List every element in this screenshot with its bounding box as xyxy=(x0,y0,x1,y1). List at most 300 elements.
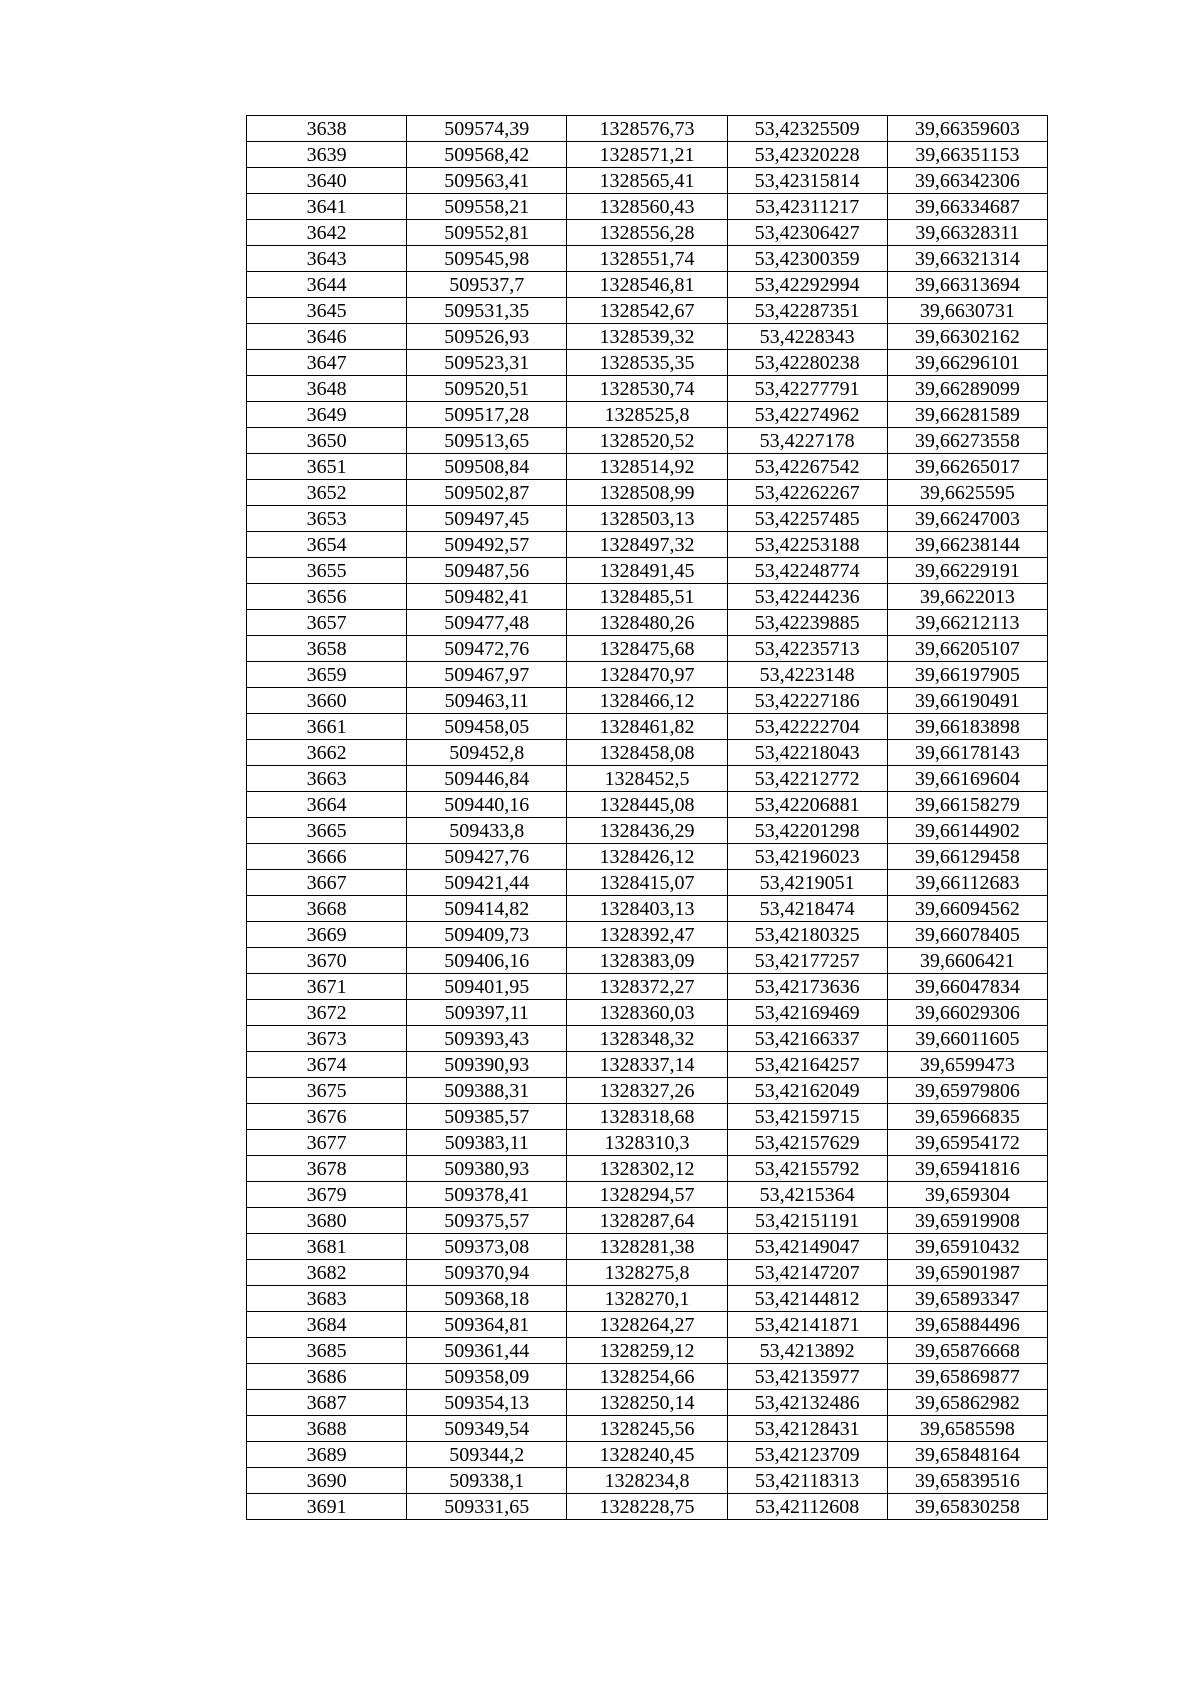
longitude-cell: 39,65979806 xyxy=(887,1078,1047,1104)
y-coordinate-cell: 1328491,45 xyxy=(567,558,727,584)
x-coordinate-cell: 509497,45 xyxy=(407,506,567,532)
point-number-cell: 3650 xyxy=(247,428,407,454)
y-coordinate-cell: 1328360,03 xyxy=(567,1000,727,1026)
point-number-cell: 3688 xyxy=(247,1416,407,1442)
point-number-cell: 3653 xyxy=(247,506,407,532)
x-coordinate-cell: 509361,44 xyxy=(407,1338,567,1364)
longitude-cell: 39,65919908 xyxy=(887,1208,1047,1234)
x-coordinate-cell: 509463,11 xyxy=(407,688,567,714)
longitude-cell: 39,66334687 xyxy=(887,194,1047,220)
y-coordinate-cell: 1328264,27 xyxy=(567,1312,727,1338)
latitude-cell: 53,42244236 xyxy=(727,584,887,610)
point-number-cell: 3686 xyxy=(247,1364,407,1390)
coordinates-table xyxy=(246,115,1048,1520)
x-coordinate-cell: 509385,57 xyxy=(407,1104,567,1130)
point-number-cell: 3638 xyxy=(247,116,407,142)
y-coordinate-cell: 1328503,13 xyxy=(567,506,727,532)
latitude-cell: 53,42169469 xyxy=(727,1000,887,1026)
point-number-cell: 3665 xyxy=(247,818,407,844)
longitude-cell: 39,66212113 xyxy=(887,610,1047,636)
table-row xyxy=(247,1468,1048,1494)
x-coordinate-cell: 509492,57 xyxy=(407,532,567,558)
latitude-cell: 53,4223148 xyxy=(727,662,887,688)
x-coordinate-cell: 509358,09 xyxy=(407,1364,567,1390)
x-coordinate-cell: 509338,1 xyxy=(407,1468,567,1494)
longitude-cell: 39,66313694 xyxy=(887,272,1047,298)
latitude-cell: 53,42166337 xyxy=(727,1026,887,1052)
point-number-cell: 3655 xyxy=(247,558,407,584)
y-coordinate-cell: 1328539,32 xyxy=(567,324,727,350)
longitude-cell: 39,65876668 xyxy=(887,1338,1047,1364)
longitude-cell: 39,66158279 xyxy=(887,792,1047,818)
y-coordinate-cell: 1328571,21 xyxy=(567,142,727,168)
latitude-cell: 53,42274962 xyxy=(727,402,887,428)
longitude-cell: 39,65901987 xyxy=(887,1260,1047,1286)
longitude-cell: 39,65862982 xyxy=(887,1390,1047,1416)
longitude-cell: 39,6585598 xyxy=(887,1416,1047,1442)
table-row xyxy=(247,1000,1048,1026)
longitude-cell: 39,65848164 xyxy=(887,1442,1047,1468)
longitude-cell: 39,66011605 xyxy=(887,1026,1047,1052)
latitude-cell: 53,42222704 xyxy=(727,714,887,740)
longitude-cell: 39,66238144 xyxy=(887,532,1047,558)
latitude-cell: 53,42135977 xyxy=(727,1364,887,1390)
longitude-cell: 39,66129458 xyxy=(887,844,1047,870)
table-row xyxy=(247,272,1048,298)
point-number-cell: 3676 xyxy=(247,1104,407,1130)
table-row xyxy=(247,376,1048,402)
longitude-cell: 39,66321314 xyxy=(887,246,1047,272)
table-row xyxy=(247,1338,1048,1364)
point-number-cell: 3649 xyxy=(247,402,407,428)
y-coordinate-cell: 1328426,12 xyxy=(567,844,727,870)
latitude-cell: 53,42325509 xyxy=(727,116,887,142)
table-row xyxy=(247,506,1048,532)
latitude-cell: 53,4213892 xyxy=(727,1338,887,1364)
x-coordinate-cell: 509508,84 xyxy=(407,454,567,480)
point-number-cell: 3641 xyxy=(247,194,407,220)
longitude-cell: 39,66144902 xyxy=(887,818,1047,844)
latitude-cell: 53,42112608 xyxy=(727,1494,887,1520)
longitude-cell: 39,66281589 xyxy=(887,402,1047,428)
x-coordinate-cell: 509344,2 xyxy=(407,1442,567,1468)
x-coordinate-cell: 509370,94 xyxy=(407,1260,567,1286)
y-coordinate-cell: 1328254,66 xyxy=(567,1364,727,1390)
table-row xyxy=(247,922,1048,948)
longitude-cell: 39,66247003 xyxy=(887,506,1047,532)
longitude-cell: 39,66112683 xyxy=(887,870,1047,896)
latitude-cell: 53,42292994 xyxy=(727,272,887,298)
x-coordinate-cell: 509375,57 xyxy=(407,1208,567,1234)
point-number-cell: 3658 xyxy=(247,636,407,662)
table-row xyxy=(247,116,1048,142)
longitude-cell: 39,66047834 xyxy=(887,974,1047,1000)
table-row xyxy=(247,610,1048,636)
latitude-cell: 53,42235713 xyxy=(727,636,887,662)
table-row xyxy=(247,324,1048,350)
latitude-cell: 53,42227186 xyxy=(727,688,887,714)
table-row xyxy=(247,1364,1048,1390)
x-coordinate-cell: 509526,93 xyxy=(407,324,567,350)
y-coordinate-cell: 1328530,74 xyxy=(567,376,727,402)
point-number-cell: 3646 xyxy=(247,324,407,350)
x-coordinate-cell: 509368,18 xyxy=(407,1286,567,1312)
point-number-cell: 3681 xyxy=(247,1234,407,1260)
y-coordinate-cell: 1328294,57 xyxy=(567,1182,727,1208)
x-coordinate-cell: 509373,08 xyxy=(407,1234,567,1260)
latitude-cell: 53,42267542 xyxy=(727,454,887,480)
table-row xyxy=(247,1234,1048,1260)
y-coordinate-cell: 1328560,43 xyxy=(567,194,727,220)
longitude-cell: 39,66359603 xyxy=(887,116,1047,142)
x-coordinate-cell: 509388,31 xyxy=(407,1078,567,1104)
x-coordinate-cell: 509558,21 xyxy=(407,194,567,220)
latitude-cell: 53,42212772 xyxy=(727,766,887,792)
x-coordinate-cell: 509390,93 xyxy=(407,1052,567,1078)
point-number-cell: 3651 xyxy=(247,454,407,480)
x-coordinate-cell: 509472,76 xyxy=(407,636,567,662)
x-coordinate-cell: 509397,11 xyxy=(407,1000,567,1026)
longitude-cell: 39,6622013 xyxy=(887,584,1047,610)
table-row xyxy=(247,480,1048,506)
longitude-cell: 39,65884496 xyxy=(887,1312,1047,1338)
latitude-cell: 53,42123709 xyxy=(727,1442,887,1468)
x-coordinate-cell: 509482,41 xyxy=(407,584,567,610)
longitude-cell: 39,659304 xyxy=(887,1182,1047,1208)
longitude-cell: 39,66296101 xyxy=(887,350,1047,376)
x-coordinate-cell: 509383,11 xyxy=(407,1130,567,1156)
y-coordinate-cell: 1328310,3 xyxy=(567,1130,727,1156)
coordinates-table-body xyxy=(247,116,1048,1520)
table-row xyxy=(247,870,1048,896)
table-row xyxy=(247,688,1048,714)
y-coordinate-cell: 1328551,74 xyxy=(567,246,727,272)
point-number-cell: 3673 xyxy=(247,1026,407,1052)
x-coordinate-cell: 509552,81 xyxy=(407,220,567,246)
y-coordinate-cell: 1328240,45 xyxy=(567,1442,727,1468)
table-row xyxy=(247,974,1048,1000)
point-number-cell: 3685 xyxy=(247,1338,407,1364)
point-number-cell: 3682 xyxy=(247,1260,407,1286)
longitude-cell: 39,65910432 xyxy=(887,1234,1047,1260)
table-row xyxy=(247,714,1048,740)
y-coordinate-cell: 1328318,68 xyxy=(567,1104,727,1130)
x-coordinate-cell: 509523,31 xyxy=(407,350,567,376)
y-coordinate-cell: 1328287,64 xyxy=(567,1208,727,1234)
x-coordinate-cell: 509517,28 xyxy=(407,402,567,428)
x-coordinate-cell: 509354,13 xyxy=(407,1390,567,1416)
y-coordinate-cell: 1328520,52 xyxy=(567,428,727,454)
x-coordinate-cell: 509531,35 xyxy=(407,298,567,324)
point-number-cell: 3672 xyxy=(247,1000,407,1026)
x-coordinate-cell: 509406,16 xyxy=(407,948,567,974)
table-row xyxy=(247,350,1048,376)
x-coordinate-cell: 509502,87 xyxy=(407,480,567,506)
point-number-cell: 3661 xyxy=(247,714,407,740)
y-coordinate-cell: 1328228,75 xyxy=(567,1494,727,1520)
y-coordinate-cell: 1328403,13 xyxy=(567,896,727,922)
point-number-cell: 3670 xyxy=(247,948,407,974)
table-row xyxy=(247,662,1048,688)
table-row xyxy=(247,740,1048,766)
table-row xyxy=(247,844,1048,870)
x-coordinate-cell: 509378,41 xyxy=(407,1182,567,1208)
x-coordinate-cell: 509409,73 xyxy=(407,922,567,948)
point-number-cell: 3668 xyxy=(247,896,407,922)
table-row xyxy=(247,1182,1048,1208)
longitude-cell: 39,6625595 xyxy=(887,480,1047,506)
latitude-cell: 53,42147207 xyxy=(727,1260,887,1286)
x-coordinate-cell: 509477,48 xyxy=(407,610,567,636)
x-coordinate-cell: 509452,8 xyxy=(407,740,567,766)
y-coordinate-cell: 1328508,99 xyxy=(567,480,727,506)
x-coordinate-cell: 509349,54 xyxy=(407,1416,567,1442)
point-number-cell: 3664 xyxy=(247,792,407,818)
point-number-cell: 3678 xyxy=(247,1156,407,1182)
latitude-cell: 53,42118313 xyxy=(727,1468,887,1494)
point-number-cell: 3647 xyxy=(247,350,407,376)
latitude-cell: 53,42155792 xyxy=(727,1156,887,1182)
latitude-cell: 53,42277791 xyxy=(727,376,887,402)
y-coordinate-cell: 1328250,14 xyxy=(567,1390,727,1416)
table-row xyxy=(247,220,1048,246)
table-row xyxy=(247,1208,1048,1234)
y-coordinate-cell: 1328259,12 xyxy=(567,1338,727,1364)
point-number-cell: 3657 xyxy=(247,610,407,636)
y-coordinate-cell: 1328281,38 xyxy=(567,1234,727,1260)
x-coordinate-cell: 509331,65 xyxy=(407,1494,567,1520)
x-coordinate-cell: 509545,98 xyxy=(407,246,567,272)
x-coordinate-cell: 509563,41 xyxy=(407,168,567,194)
latitude-cell: 53,42128431 xyxy=(727,1416,887,1442)
longitude-cell: 39,66190491 xyxy=(887,688,1047,714)
table-row xyxy=(247,1416,1048,1442)
latitude-cell: 53,4218474 xyxy=(727,896,887,922)
y-coordinate-cell: 1328480,26 xyxy=(567,610,727,636)
latitude-cell: 53,42257485 xyxy=(727,506,887,532)
y-coordinate-cell: 1328245,56 xyxy=(567,1416,727,1442)
longitude-cell: 39,66205107 xyxy=(887,636,1047,662)
latitude-cell: 53,42164257 xyxy=(727,1052,887,1078)
latitude-cell: 53,42196023 xyxy=(727,844,887,870)
latitude-cell: 53,42144812 xyxy=(727,1286,887,1312)
latitude-cell: 53,42151191 xyxy=(727,1208,887,1234)
table-row xyxy=(247,142,1048,168)
latitude-cell: 53,42206881 xyxy=(727,792,887,818)
table-row xyxy=(247,1286,1048,1312)
table-row xyxy=(247,1052,1048,1078)
point-number-cell: 3639 xyxy=(247,142,407,168)
point-number-cell: 3666 xyxy=(247,844,407,870)
point-number-cell: 3654 xyxy=(247,532,407,558)
table-row xyxy=(247,428,1048,454)
point-number-cell: 3656 xyxy=(247,584,407,610)
latitude-cell: 53,42239885 xyxy=(727,610,887,636)
y-coordinate-cell: 1328461,82 xyxy=(567,714,727,740)
point-number-cell: 3683 xyxy=(247,1286,407,1312)
longitude-cell: 39,66302162 xyxy=(887,324,1047,350)
y-coordinate-cell: 1328445,08 xyxy=(567,792,727,818)
table-row xyxy=(247,948,1048,974)
point-number-cell: 3642 xyxy=(247,220,407,246)
latitude-cell: 53,4227178 xyxy=(727,428,887,454)
longitude-cell: 39,66351153 xyxy=(887,142,1047,168)
y-coordinate-cell: 1328327,26 xyxy=(567,1078,727,1104)
latitude-cell: 53,42157629 xyxy=(727,1130,887,1156)
point-number-cell: 3677 xyxy=(247,1130,407,1156)
y-coordinate-cell: 1328470,97 xyxy=(567,662,727,688)
table-row xyxy=(247,1390,1048,1416)
latitude-cell: 53,42280238 xyxy=(727,350,887,376)
point-number-cell: 3662 xyxy=(247,740,407,766)
y-coordinate-cell: 1328452,5 xyxy=(567,766,727,792)
latitude-cell: 53,42218043 xyxy=(727,740,887,766)
y-coordinate-cell: 1328302,12 xyxy=(567,1156,727,1182)
table-row xyxy=(247,818,1048,844)
longitude-cell: 39,66273558 xyxy=(887,428,1047,454)
point-number-cell: 3679 xyxy=(247,1182,407,1208)
latitude-cell: 53,42159715 xyxy=(727,1104,887,1130)
table-row xyxy=(247,636,1048,662)
table-row xyxy=(247,896,1048,922)
x-coordinate-cell: 509427,76 xyxy=(407,844,567,870)
latitude-cell: 53,42132486 xyxy=(727,1390,887,1416)
y-coordinate-cell: 1328392,47 xyxy=(567,922,727,948)
latitude-cell: 53,42306427 xyxy=(727,220,887,246)
point-number-cell: 3663 xyxy=(247,766,407,792)
y-coordinate-cell: 1328466,12 xyxy=(567,688,727,714)
point-number-cell: 3645 xyxy=(247,298,407,324)
table-row xyxy=(247,792,1048,818)
latitude-cell: 53,42201298 xyxy=(727,818,887,844)
latitude-cell: 53,4215364 xyxy=(727,1182,887,1208)
x-coordinate-cell: 509414,82 xyxy=(407,896,567,922)
latitude-cell: 53,42262267 xyxy=(727,480,887,506)
point-number-cell: 3674 xyxy=(247,1052,407,1078)
latitude-cell: 53,42162049 xyxy=(727,1078,887,1104)
y-coordinate-cell: 1328436,29 xyxy=(567,818,727,844)
y-coordinate-cell: 1328383,09 xyxy=(567,948,727,974)
longitude-cell: 39,66178143 xyxy=(887,740,1047,766)
y-coordinate-cell: 1328458,08 xyxy=(567,740,727,766)
y-coordinate-cell: 1328475,68 xyxy=(567,636,727,662)
point-number-cell: 3652 xyxy=(247,480,407,506)
x-coordinate-cell: 509421,44 xyxy=(407,870,567,896)
point-number-cell: 3690 xyxy=(247,1468,407,1494)
y-coordinate-cell: 1328542,67 xyxy=(567,298,727,324)
x-coordinate-cell: 509487,56 xyxy=(407,558,567,584)
longitude-cell: 39,65830258 xyxy=(887,1494,1047,1520)
longitude-cell: 39,66078405 xyxy=(887,922,1047,948)
x-coordinate-cell: 509574,39 xyxy=(407,116,567,142)
longitude-cell: 39,6606421 xyxy=(887,948,1047,974)
latitude-cell: 53,4219051 xyxy=(727,870,887,896)
x-coordinate-cell: 509440,16 xyxy=(407,792,567,818)
point-number-cell: 3640 xyxy=(247,168,407,194)
table-row xyxy=(247,1156,1048,1182)
latitude-cell: 53,42141871 xyxy=(727,1312,887,1338)
y-coordinate-cell: 1328485,51 xyxy=(567,584,727,610)
y-coordinate-cell: 1328497,32 xyxy=(567,532,727,558)
point-number-cell: 3667 xyxy=(247,870,407,896)
y-coordinate-cell: 1328514,92 xyxy=(567,454,727,480)
point-number-cell: 3691 xyxy=(247,1494,407,1520)
table-row xyxy=(247,1312,1048,1338)
y-coordinate-cell: 1328576,73 xyxy=(567,116,727,142)
y-coordinate-cell: 1328234,8 xyxy=(567,1468,727,1494)
latitude-cell: 53,42177257 xyxy=(727,948,887,974)
point-number-cell: 3643 xyxy=(247,246,407,272)
table-row xyxy=(247,1026,1048,1052)
y-coordinate-cell: 1328415,07 xyxy=(567,870,727,896)
longitude-cell: 39,66289099 xyxy=(887,376,1047,402)
table-row xyxy=(247,1130,1048,1156)
latitude-cell: 53,42173636 xyxy=(727,974,887,1000)
longitude-cell: 39,65966835 xyxy=(887,1104,1047,1130)
table-row xyxy=(247,1442,1048,1468)
longitude-cell: 39,66328311 xyxy=(887,220,1047,246)
longitude-cell: 39,65839516 xyxy=(887,1468,1047,1494)
x-coordinate-cell: 509433,8 xyxy=(407,818,567,844)
x-coordinate-cell: 509513,65 xyxy=(407,428,567,454)
point-number-cell: 3659 xyxy=(247,662,407,688)
table-row xyxy=(247,454,1048,480)
latitude-cell: 53,4228343 xyxy=(727,324,887,350)
longitude-cell: 39,6599473 xyxy=(887,1052,1047,1078)
longitude-cell: 39,6630731 xyxy=(887,298,1047,324)
table-row xyxy=(247,298,1048,324)
y-coordinate-cell: 1328372,27 xyxy=(567,974,727,1000)
table-row xyxy=(247,532,1048,558)
x-coordinate-cell: 509446,84 xyxy=(407,766,567,792)
x-coordinate-cell: 509467,97 xyxy=(407,662,567,688)
point-number-cell: 3644 xyxy=(247,272,407,298)
x-coordinate-cell: 509520,51 xyxy=(407,376,567,402)
x-coordinate-cell: 509458,05 xyxy=(407,714,567,740)
longitude-cell: 39,66094562 xyxy=(887,896,1047,922)
longitude-cell: 39,66169604 xyxy=(887,766,1047,792)
latitude-cell: 53,42315814 xyxy=(727,168,887,194)
table-row xyxy=(247,246,1048,272)
latitude-cell: 53,42248774 xyxy=(727,558,887,584)
longitude-cell: 39,66342306 xyxy=(887,168,1047,194)
latitude-cell: 53,42180325 xyxy=(727,922,887,948)
longitude-cell: 39,66183898 xyxy=(887,714,1047,740)
longitude-cell: 39,66265017 xyxy=(887,454,1047,480)
latitude-cell: 53,42253188 xyxy=(727,532,887,558)
latitude-cell: 53,42320228 xyxy=(727,142,887,168)
latitude-cell: 53,42311217 xyxy=(727,194,887,220)
point-number-cell: 3684 xyxy=(247,1312,407,1338)
point-number-cell: 3660 xyxy=(247,688,407,714)
point-number-cell: 3689 xyxy=(247,1442,407,1468)
table-row xyxy=(247,1078,1048,1104)
y-coordinate-cell: 1328556,28 xyxy=(567,220,727,246)
table-row xyxy=(247,558,1048,584)
table-row xyxy=(247,194,1048,220)
x-coordinate-cell: 509364,81 xyxy=(407,1312,567,1338)
point-number-cell: 3648 xyxy=(247,376,407,402)
longitude-cell: 39,65869877 xyxy=(887,1364,1047,1390)
latitude-cell: 53,42287351 xyxy=(727,298,887,324)
table-row xyxy=(247,584,1048,610)
point-number-cell: 3687 xyxy=(247,1390,407,1416)
y-coordinate-cell: 1328535,35 xyxy=(567,350,727,376)
table-row xyxy=(247,402,1048,428)
y-coordinate-cell: 1328270,1 xyxy=(567,1286,727,1312)
y-coordinate-cell: 1328565,41 xyxy=(567,168,727,194)
x-coordinate-cell: 509568,42 xyxy=(407,142,567,168)
